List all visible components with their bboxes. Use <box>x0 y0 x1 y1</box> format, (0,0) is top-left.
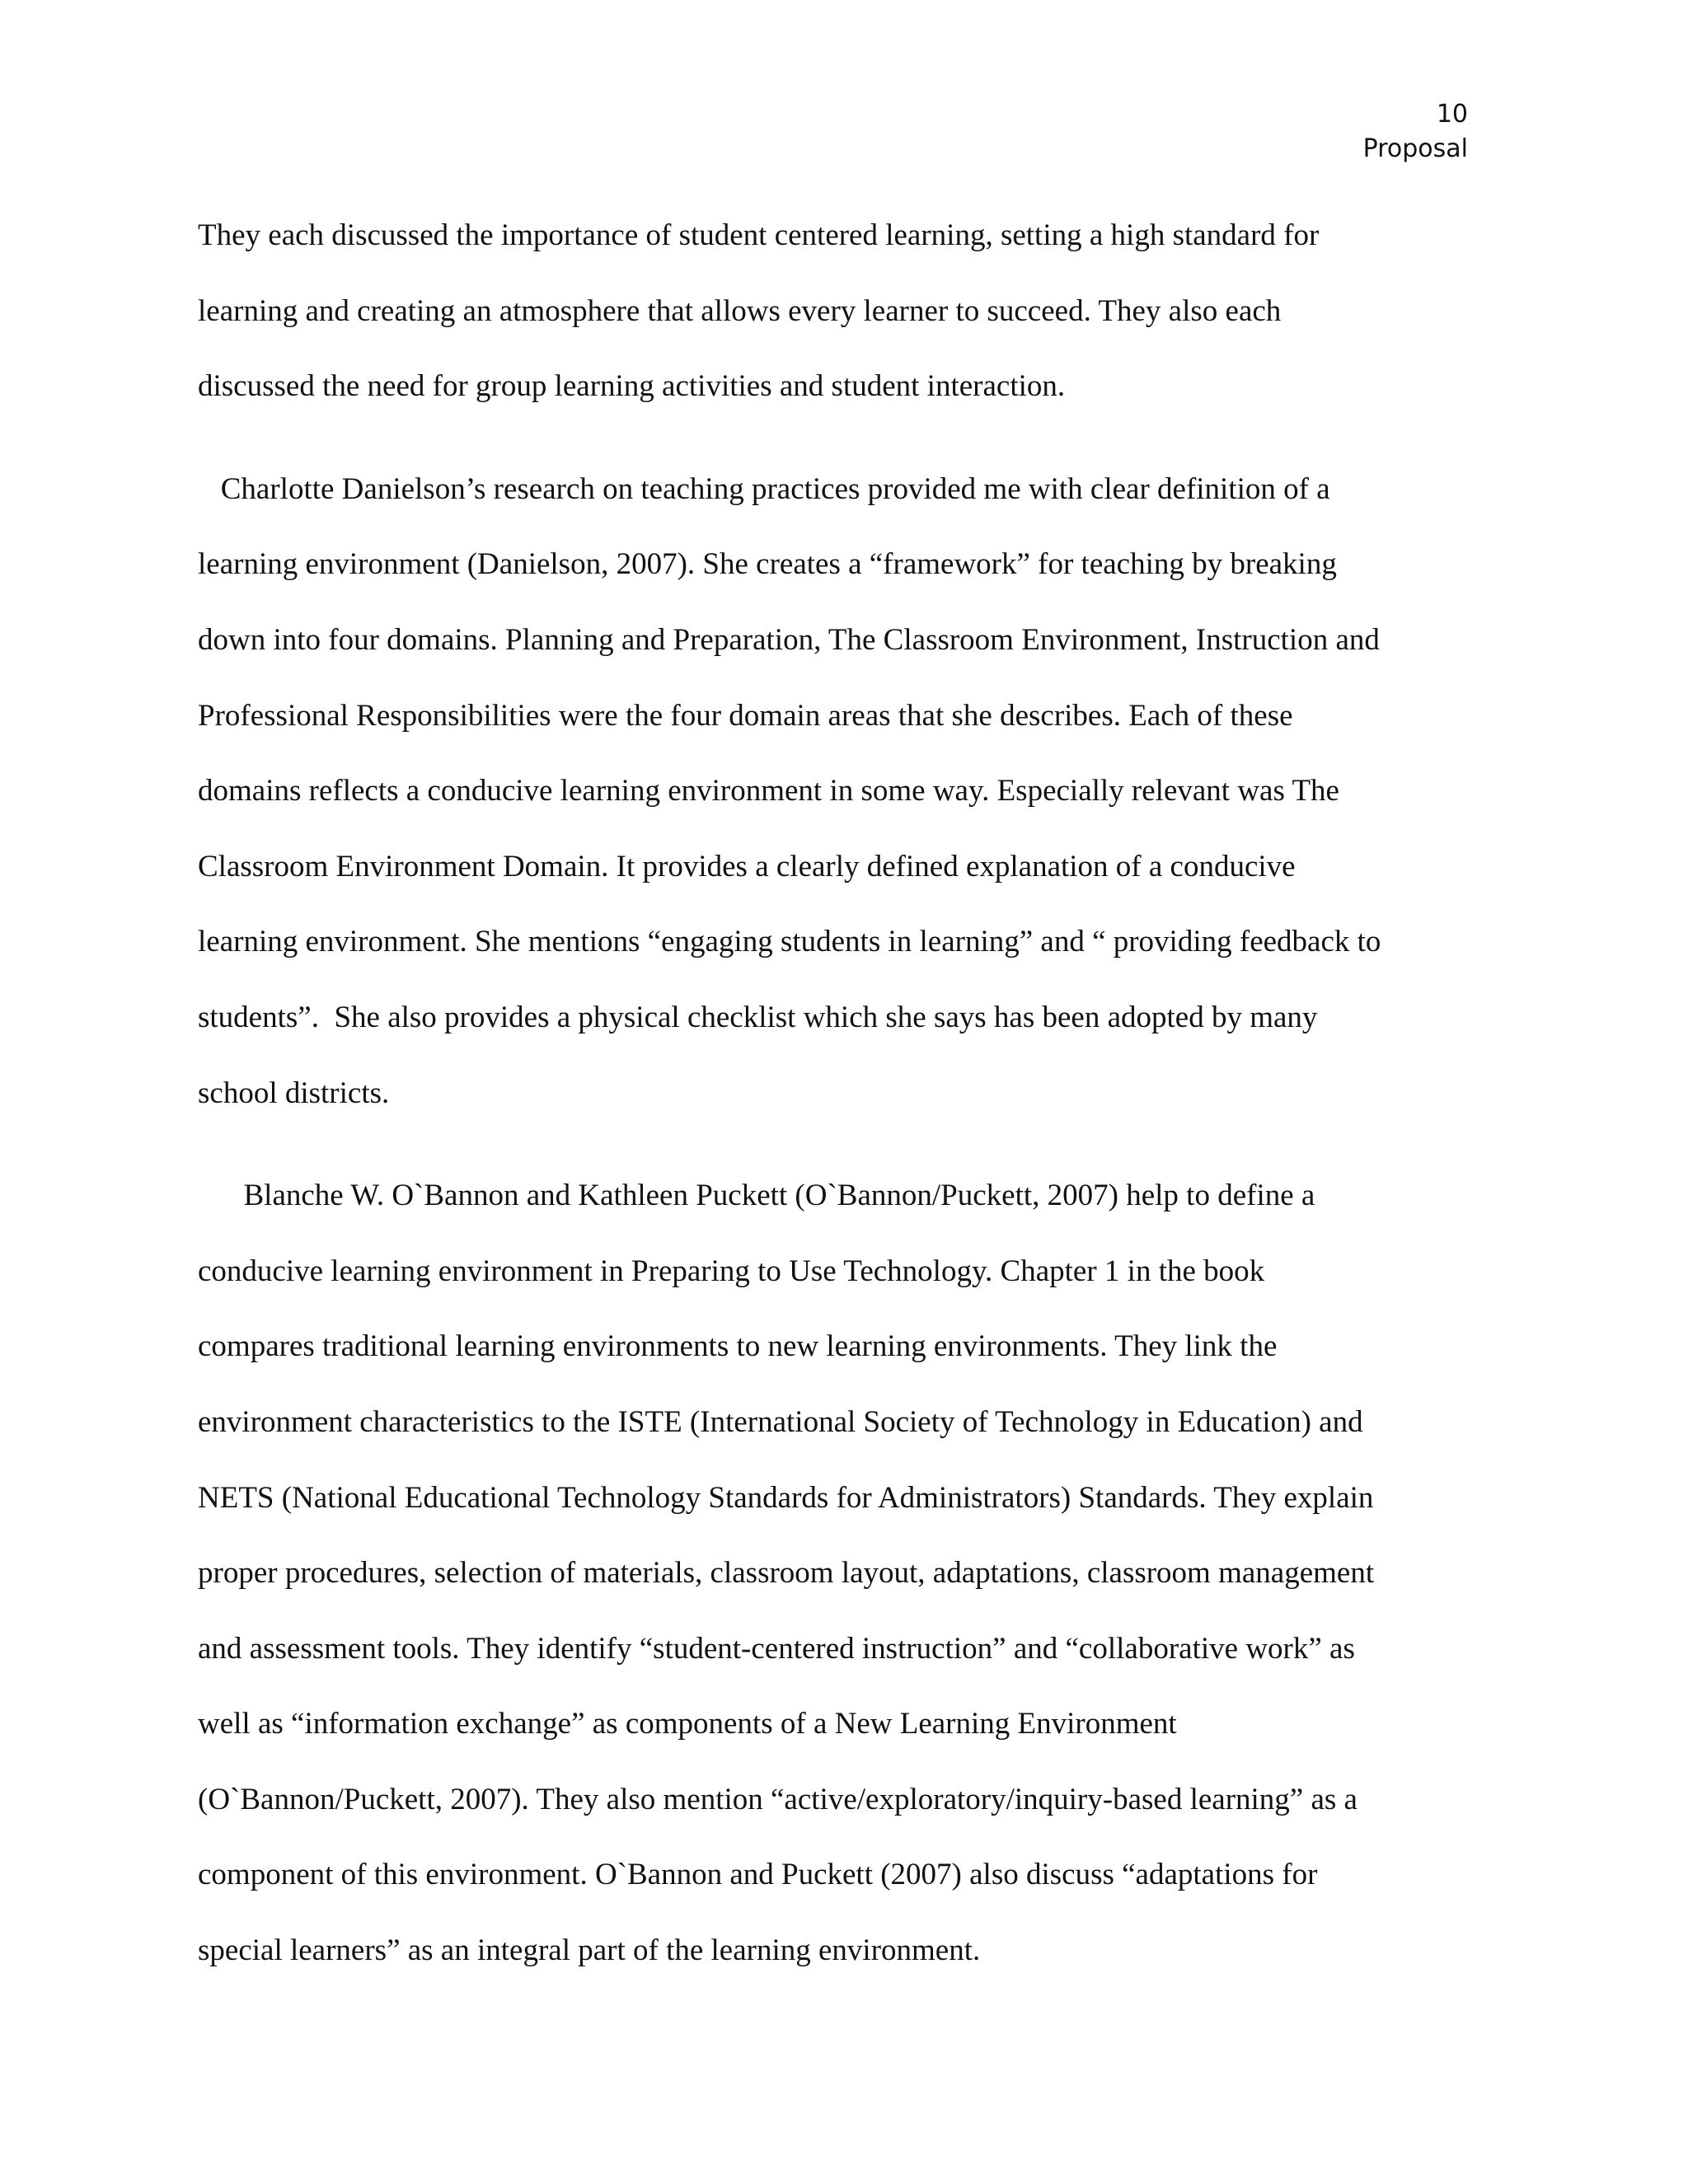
text-line: They each discussed the importance of student centered learning, setting a high standard for <box>198 218 1320 252</box>
text-line: conducive learning environment in Preparing to Use Technology. Chapter 1 in the book <box>198 1254 1265 1288</box>
text-line: Charlotte Danielson’s research on teaching practices provided me with clear definition of a <box>198 471 1330 506</box>
text-line: learning environment. She mentions “engaging students in learning” and “ providing feedback to <box>198 925 1381 959</box>
page-header <box>1363 97 1468 166</box>
text-line: Blanche W. O`Bannon and Kathleen Puckett (O`Bannon/Puckett, 2007) help to define a <box>198 1179 1315 1213</box>
page-number: 10 <box>1436 100 1468 129</box>
text-line: component of this environment. O`Bannon and Puckett (2007) also discuss “adaptations for <box>198 1858 1318 1892</box>
text-line: Classroom Environment Domain. It provides a clearly defined explanation of a conducive <box>198 849 1296 883</box>
text-line: Professional Responsibilities were the four domain areas that she describes. Each of these <box>198 698 1293 733</box>
text-line: discussed the need for group learning activities and student interaction. <box>198 369 1066 404</box>
paragraph-3 <box>198 1158 1484 1989</box>
text-line: school districts. <box>198 1076 390 1110</box>
text-line: special learners” as an integral part of the learning environment. <box>198 1933 981 1968</box>
text-line: well as “information exchange” as components of a New Learning Environment <box>198 1707 1177 1741</box>
text-line: students”. She also provides a physical checklist which she says has been adopted by many <box>198 1000 1318 1034</box>
running-head: Proposal <box>1362 134 1468 163</box>
paragraph-1 <box>198 198 1484 424</box>
text-line: (O`Bannon/Puckett, 2007). They also mention “active/exploratory/inquiry-based learning” as a <box>198 1782 1357 1816</box>
text-line: environment characteristics to the ISTE (International Society of Technology in Education) and <box>198 1404 1363 1439</box>
text-line: down into four domains. Planning and Preparation, The Classroom Environment, Instruction and <box>198 622 1380 657</box>
document-body <box>198 198 1484 1989</box>
paragraph-2 <box>198 452 1484 1131</box>
text-line: domains reflects a conducive learning environment in some way. Especially relevant was The <box>198 774 1339 808</box>
text-line: compares traditional learning environments to new learning environments. They link the <box>198 1329 1278 1364</box>
text-line: learning environment (Danielson, 2007). She creates a “framework” for teaching by breaking <box>198 547 1337 582</box>
text-line: learning and creating an atmosphere that allows every learner to succeed. They also each <box>198 293 1282 328</box>
text-line: proper procedures, selection of materials, classroom layout, adaptations, classroom management <box>198 1556 1375 1591</box>
text-line: NETS (National Educational Technology Standards for Administrators) Standards. They explain <box>198 1480 1374 1515</box>
text-line: and assessment tools. They identify “student-centered instruction” and “collaborative work” as <box>198 1631 1355 1666</box>
